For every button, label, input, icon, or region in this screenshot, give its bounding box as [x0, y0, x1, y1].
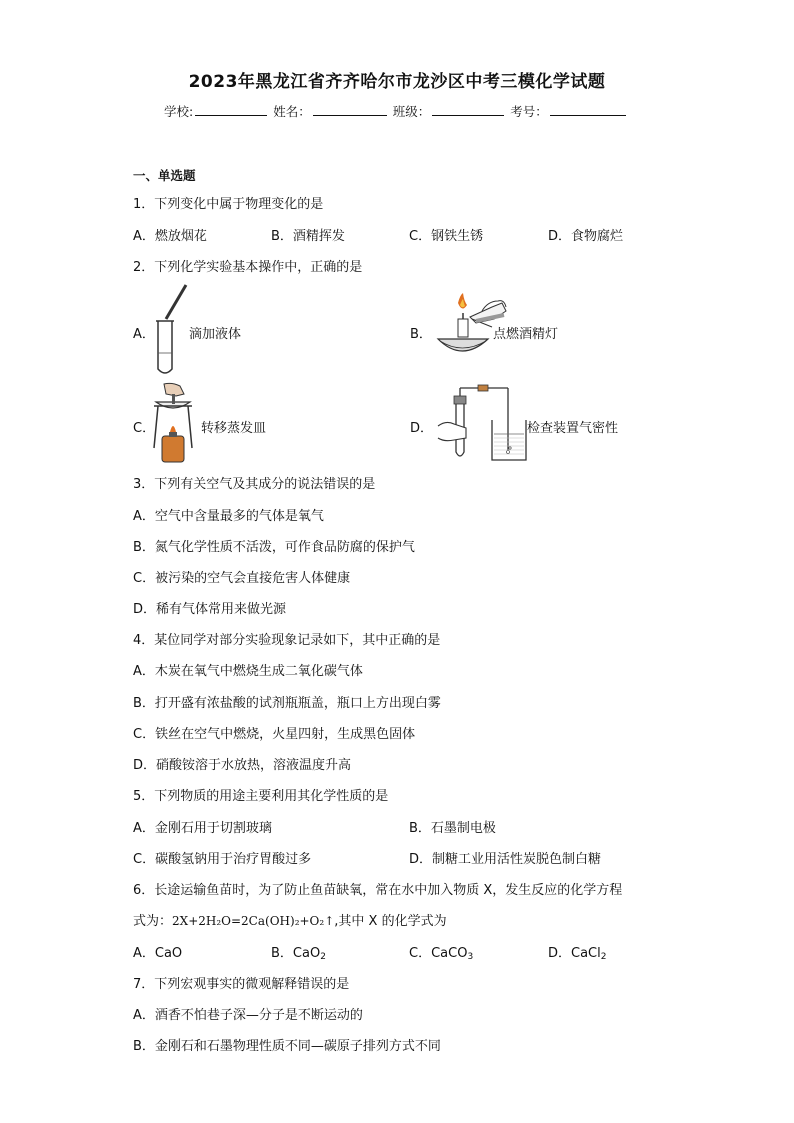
q1-stem: 1．下列变化中属于物理变化的是 [133, 197, 324, 212]
q1-option-d: D．食物腐烂 [548, 229, 624, 244]
q2-option-b-text: 点燃酒精灯 [493, 327, 559, 342]
q6-option-d [548, 942, 606, 962]
q5-stem: 5．下列物质的用途主要利用其化学性质的是 [133, 789, 389, 804]
q6-option-b-subscript: 2 [320, 952, 326, 962]
q6-option-b-text: B．CaO [271, 946, 321, 961]
q6-equation: 2X+2H₂O=2Ca(OH)₂+O₂↑ [172, 914, 335, 928]
q7-stem: 7．下列宏观事实的微观解释错误的是 [133, 977, 350, 992]
q4-option-d: D．硝酸铵溶于水放热，溶液温度升高 [133, 758, 352, 773]
q2-option-c-letter: C． [133, 421, 156, 436]
student-info-line [164, 102, 628, 120]
section-title: 一、单选题 [133, 168, 196, 183]
q5-option-c: C．碳酸氢钠用于治疗胃酸过多 [133, 852, 312, 867]
q2-option-a-text: 滴加液体 [189, 327, 242, 342]
evaporating-dish-transfer-illustration [150, 382, 196, 468]
q6-option-b [271, 942, 326, 962]
class-blank [432, 102, 504, 116]
q6-stem-prefix: 式为： [133, 914, 173, 929]
exam-no-label: 考号： [510, 104, 548, 119]
q3-option-c: C．被污染的空气会直接危害人体健康 [133, 571, 351, 586]
name-blank [313, 102, 387, 116]
q6-option-c-text: C．CaCO [409, 946, 468, 961]
q7-option-b: B．金刚石和石墨物理性质不同—碳原子排列方式不同 [133, 1039, 441, 1054]
q6-stem-line2 [133, 910, 447, 929]
q7-option-a: A．酒香不怕巷子深—分子是不断运动的 [133, 1008, 363, 1023]
q2-option-b-letter: B． [410, 327, 432, 342]
school-blank [195, 102, 267, 116]
q4-stem: 4．某位同学对部分实验现象记录如下，其中正确的是 [133, 633, 441, 648]
dropper-test-tube-illustration [150, 283, 192, 379]
q3-option-d: D．稀有气体常用来做光源 [133, 602, 287, 617]
q5-option-d: D．制糖工业用活性炭脱色制白糖 [409, 852, 602, 867]
q4-option-b: B．打开盛有浓盐酸的试剂瓶瓶盖，瓶口上方出现白雾 [133, 696, 441, 711]
q5-option-b: B．石墨制电极 [409, 821, 496, 836]
q6-stem-line1: 6．长途运输鱼苗时，为了防止鱼苗缺氧，常在水中加入物质 X，发生反应的化学方程 [133, 883, 623, 898]
q6-option-c [409, 942, 473, 962]
q1-option-c: C．钢铁生锈 [409, 229, 484, 244]
q1-option-b: B．酒精挥发 [271, 229, 345, 244]
q2-option-c-text: 转移蒸发皿 [201, 421, 267, 436]
q3-stem: 3．下列有关空气及其成分的说法错误的是 [133, 477, 376, 492]
q6-stem-suffix: ,其中 X 的化学式为 [334, 914, 447, 929]
q3-option-a: A．空气中含量最多的气体是氧气 [133, 509, 324, 524]
q1-option-a: A．燃放烟花 [133, 229, 207, 244]
page-title: 2023年黑龙江省齐齐哈尔市龙沙区中考三模化学试题 [188, 72, 606, 92]
airtightness-check-illustration [432, 382, 532, 464]
class-label: 班级： [392, 104, 431, 119]
q2-stem: 2．下列化学实验基本操作中，正确的是 [133, 260, 363, 275]
q6-option-a: A．CaO [133, 946, 183, 961]
q6-option-d-text: D．CaCl [548, 946, 601, 961]
q2-option-a-letter: A． [133, 327, 155, 342]
exam-no-blank [550, 102, 626, 116]
q2-option-d-text: 检查装置气密性 [527, 421, 619, 436]
q2-option-d-letter: D． [410, 421, 434, 436]
q4-option-c: C．铁丝在空气中燃烧，火星四射，生成黑色固体 [133, 727, 416, 742]
q6-option-c-subscript: 3 [467, 952, 474, 962]
q5-option-a: A．金刚石用于切割玻璃 [133, 821, 272, 836]
q6-option-d-subscript: 2 [600, 952, 607, 962]
name-label: 姓名： [273, 104, 311, 119]
school-label: 学校: [164, 104, 194, 119]
q3-option-b: B．氮气化学性质不活泼，可作食品防腐的保护气 [133, 540, 415, 555]
q4-option-a: A．木炭在氧气中燃烧生成二氧化碳气体 [133, 664, 363, 679]
